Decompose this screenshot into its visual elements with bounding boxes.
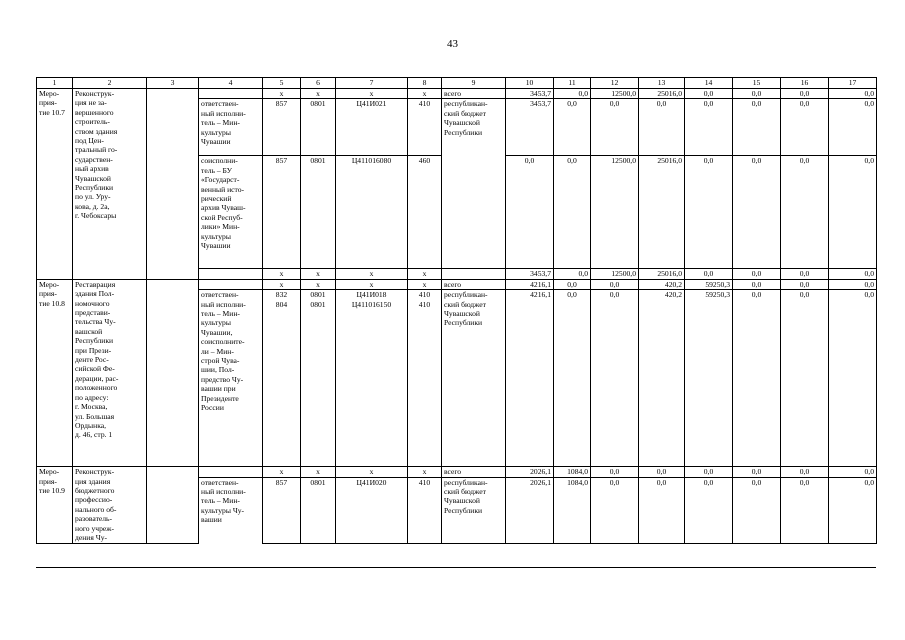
gr-code: х (263, 279, 301, 289)
col3-empty (147, 279, 199, 466)
column-header: 5 (263, 78, 301, 89)
column-header: 14 (685, 78, 733, 89)
table-bottom-rule (36, 567, 876, 568)
section-code: х (301, 89, 336, 99)
column-header: 6 (301, 78, 336, 89)
section-code: 0801 (301, 156, 336, 269)
value-cell: 2026,1 (506, 477, 554, 544)
source-total: всего (442, 279, 506, 289)
value-cell: 0,0 (733, 467, 781, 477)
col3-empty (147, 467, 199, 544)
expense-code: 410 (408, 477, 442, 544)
target-code: х (336, 269, 408, 279)
event-name-10-8: Реставрация здания Пол- номочного представи- тельства Чу- вашской Республики при Прези- денте Рос- сийской Фе- дерации, рас- положенного по адресу: г. Москва, ул. Большая Ордынка, д. 46, стр. 1 (73, 279, 147, 466)
column-header: 4 (199, 78, 263, 89)
value-cell: 0,0 (685, 269, 733, 279)
empty-cell (199, 279, 263, 289)
column-header: 13 (639, 78, 685, 89)
value-cell: 0,0 (733, 99, 781, 156)
value-cell: 0,0 (829, 156, 877, 269)
value-cell: 0,0 (554, 156, 591, 269)
section-code: 0801 0801 (301, 290, 336, 467)
value-cell: 0,0 (591, 477, 639, 544)
column-header: 12 (591, 78, 639, 89)
value-cell: 4216,1 (506, 279, 554, 289)
gr-code: х (263, 467, 301, 477)
value-cell: 0,0 (685, 156, 733, 269)
gr-code: 857 (263, 99, 301, 156)
value-cell: 0,0 (733, 279, 781, 289)
value-cell: 420,2 (639, 290, 685, 467)
value-cell: 12500,0 (591, 156, 639, 269)
value-cell: 25016,0 (639, 156, 685, 269)
expense-code: х (408, 467, 442, 477)
source-total: всего (442, 467, 506, 477)
value-cell: 0,0 (781, 290, 829, 467)
value-cell: 0,0 (554, 99, 591, 156)
expense-code: 410 (408, 99, 442, 156)
target-code: х (336, 467, 408, 477)
column-header: 10 (506, 78, 554, 89)
section-code: 0801 (301, 477, 336, 544)
expense-code: 460 (408, 156, 442, 269)
value-cell: 0,0 (591, 290, 639, 467)
value-cell: 3453,7 (506, 89, 554, 99)
value-cell: 3453,7 (506, 99, 554, 156)
value-cell: 1084,0 (554, 467, 591, 477)
section-code: х (301, 269, 336, 279)
value-cell: 0,0 (554, 89, 591, 99)
column-header: 3 (147, 78, 199, 89)
value-cell: 12500,0 (591, 269, 639, 279)
column-header: 7 (336, 78, 408, 89)
col3-empty (147, 89, 199, 280)
event-label-10-8: Меро- прия- тие 10.8 (37, 279, 73, 466)
value-cell: 0,0 (781, 89, 829, 99)
event-label-10-9: Меро- прия- тие 10.9 (37, 467, 73, 544)
gr-code: х (263, 89, 301, 99)
section-code: 0801 (301, 99, 336, 156)
expense-code: х (408, 279, 442, 289)
value-cell: 0,0 (733, 156, 781, 269)
value-cell: 0,0 (781, 269, 829, 279)
value-cell: 0,0 (733, 290, 781, 467)
source-cell: республикан- ский бюджет Чувашской Республики (442, 99, 506, 269)
program-table (36, 77, 877, 544)
column-header: 17 (829, 78, 877, 89)
section-code: х (301, 467, 336, 477)
column-header: 16 (781, 78, 829, 89)
header-row (37, 78, 877, 89)
gr-code: х (263, 269, 301, 279)
value-cell: 12500,0 (591, 89, 639, 99)
column-header: 2 (73, 78, 147, 89)
value-cell: 0,0 (829, 99, 877, 156)
target-code: Ц41И020 (336, 477, 408, 544)
value-cell: 0,0 (554, 290, 591, 467)
value-cell: 25016,0 (639, 89, 685, 99)
value-cell: 1084,0 (554, 477, 591, 544)
target-code: Ц41И018 Ц411016150 (336, 290, 408, 467)
column-header: 9 (442, 78, 506, 89)
value-cell: 0,0 (781, 467, 829, 477)
executor-cell: ответствен- ный исполни- тель – Мин- культуры Чувашии (199, 99, 263, 156)
target-code: х (336, 279, 408, 289)
empty-cell (199, 89, 263, 99)
target-code: х (336, 89, 408, 99)
value-cell: 0,0 (639, 467, 685, 477)
value-cell: 0,0 (781, 99, 829, 156)
event-label-10-7: Меро- прия- тие 10.7 (37, 89, 73, 280)
table-row (37, 279, 877, 289)
value-cell: 0,0 (781, 477, 829, 544)
value-cell: 4216,1 (506, 290, 554, 467)
column-header: 11 (554, 78, 591, 89)
table-row (37, 89, 877, 99)
expense-code: 410 410 (408, 290, 442, 467)
table-row (37, 467, 877, 477)
value-cell: 0,0 (506, 156, 554, 269)
value-cell: 0,0 (591, 467, 639, 477)
expense-code: х (408, 89, 442, 99)
source-total: всего (442, 89, 506, 99)
target-code: Ц41И021 (336, 99, 408, 156)
column-header: 8 (408, 78, 442, 89)
value-cell: 0,0 (685, 467, 733, 477)
value-cell: 0,0 (591, 279, 639, 289)
gr-code: 832 804 (263, 290, 301, 467)
empty-cell (199, 467, 263, 477)
value-cell: 3453,7 (506, 269, 554, 279)
value-cell: 0,0 (781, 279, 829, 289)
target-code: Ц411016080 (336, 156, 408, 269)
column-header: 1 (37, 78, 73, 89)
event-name-10-7: Реконструк- ция не за- вершенного строитель- ством здания под Цен- тральный го- сударствен- ный архив Чувашской Республики по ул. Уру- кова, д. 2а, г. Чебоксары (73, 89, 147, 280)
value-cell: 0,0 (554, 279, 591, 289)
gr-code: 857 (263, 156, 301, 269)
value-cell: 0,0 (639, 477, 685, 544)
value-cell: 0,0 (554, 269, 591, 279)
gr-code: 857 (263, 477, 301, 544)
value-cell: 0,0 (591, 99, 639, 156)
event-name-10-9: Реконструк- ция здания бюджетного профессио- нального об- разователь- ного учреж- дения Чу- (73, 467, 147, 544)
coexecutor-cell: соисполни- тель – БУ «Государст- венный исто- рический архив Чуваш- ской Респуб- лики» Мин- культуры Чувашии (199, 156, 263, 269)
value-cell: 0,0 (781, 156, 829, 269)
value-cell: 0,0 (829, 89, 877, 99)
value-cell: 420,2 (639, 279, 685, 289)
value-cell: 59250,3 (685, 290, 733, 467)
value-cell: 0,0 (639, 99, 685, 156)
value-cell: 0,0 (733, 89, 781, 99)
empty-cell (442, 269, 506, 279)
value-cell: 0,0 (829, 477, 877, 544)
value-cell: 59250,3 (685, 279, 733, 289)
source-cell: республикан- ский бюджет Чувашской Республики (442, 290, 506, 467)
source-cell: республикан- ский бюджет Чувашской Республики (442, 477, 506, 544)
value-cell: 0,0 (829, 467, 877, 477)
value-cell: 0,0 (685, 477, 733, 544)
executor-cell: ответствен- ный исполни- тель – Мин- культуры Чу- вашии (199, 477, 263, 544)
value-cell: 0,0 (829, 279, 877, 289)
column-header: 15 (733, 78, 781, 89)
value-cell: 0,0 (733, 477, 781, 544)
value-cell: 0,0 (829, 269, 877, 279)
value-cell: 0,0 (733, 269, 781, 279)
page-number: 43 (447, 38, 458, 50)
value-cell: 0,0 (685, 89, 733, 99)
section-code: х (301, 279, 336, 289)
empty-cell (199, 269, 263, 279)
executor-cell: ответствен- ный исполни- тель – Мин- культуры Чувашии, соисполните- ли – Мин- строй Чува- шии, Пол- предство Чу- вашии при Президенте России (199, 290, 263, 467)
value-cell: 2026,1 (506, 467, 554, 477)
value-cell: 25016,0 (639, 269, 685, 279)
value-cell: 0,0 (829, 290, 877, 467)
expense-code: х (408, 269, 442, 279)
value-cell: 0,0 (685, 99, 733, 156)
